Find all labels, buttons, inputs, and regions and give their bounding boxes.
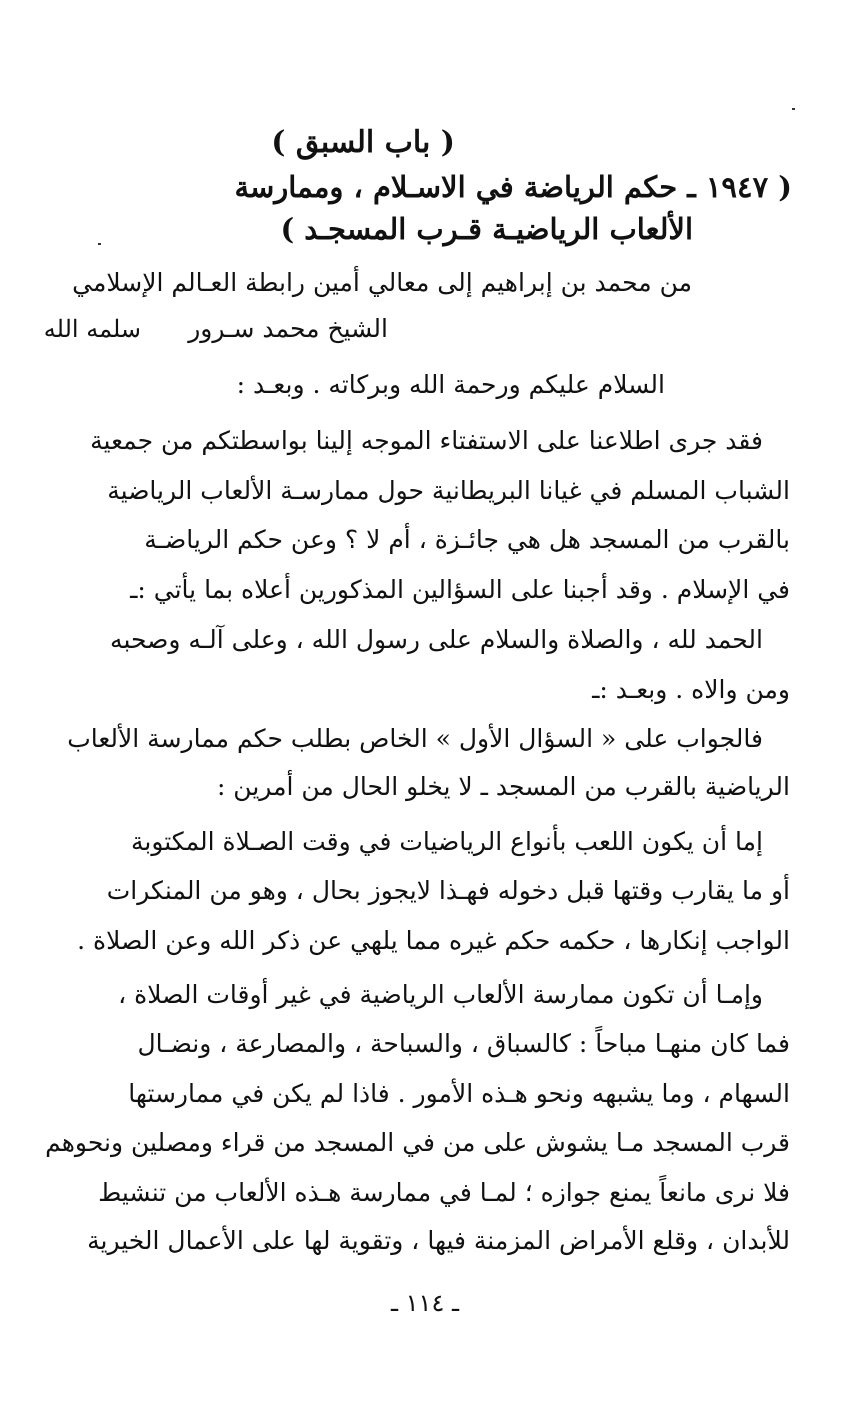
recipient-honorific: سلمه الله — [43, 315, 141, 343]
body-line: الشباب المسلم في غيانا البريطانية حول ممارسـة الألعاب الرياضية — [107, 476, 790, 505]
recipient-name: الشيخ محمد سـرور — [188, 314, 388, 343]
body-line: الواجب إنكارها ، حكمه حكم غيره مما يلهي عن ذكر الله وعن الصلاة . — [77, 926, 790, 955]
chapter-heading: ( باب السبق ) — [271, 125, 455, 160]
page-number: ـ ١١٤ ـ — [390, 1289, 459, 1317]
body-line: للأبدان ، وقلع الأمراض المزمنة فيها ، وتقوية لها على الأعمال الخيرية — [87, 1226, 790, 1255]
body-line: فلا نرى مانعاً يمنع جوازه ؛ لمـا في ممارسة هـذه الألعاب من تنشيط — [98, 1178, 790, 1207]
body-line: وإمـا أن تكون ممارسة الألعاب الرياضية في غير أوقات الصلاة ، — [118, 980, 763, 1009]
body-line: فالجواب على « السؤال الأول » الخاص بطلب حكم ممارسة الألعاب — [67, 724, 763, 753]
body-line: فما كان منهـا مباحاً : كالسباق ، والسباحة ، والمصارعة ، ونضـال — [137, 1029, 790, 1058]
body-line: ومن والاه . وبعـد :ـ — [592, 675, 790, 704]
sender-line: من محمد بن إبراهيم إلى معالي أمين رابطة العـالم الإسلامي — [72, 268, 692, 297]
body-line: إما أن يكون اللعب بأنواع الرياضيات في وقت الصـلاة المكتوبة — [130, 827, 763, 856]
body-line: قرب المسجد مـا يشوش على من في المسجد من قراء ومصلين ونحوهم — [45, 1128, 790, 1157]
fatwa-title-line-1: ( ١٩٤٧ ـ حكم الرياضة في الاسـلام ، وممارسة — [234, 170, 792, 204]
body-line: الرياضية بالقرب من المسجد ـ لا يخلو الحال من أمرين : — [216, 772, 790, 801]
greeting-line: السلام عليكم ورحمة الله وبركاته . وبعـد : — [236, 370, 665, 399]
scan-speck — [98, 243, 101, 245]
body-line: بالقرب من المسجد هل هي جائـزة ، أم لا ؟ وعن حكم الرياضـة — [144, 525, 790, 554]
body-line: الحمد لله ، والصلاة والسلام على رسول الله ، وعلى آلـه وصحبه — [110, 625, 763, 654]
body-line: السهام ، وما يشبهه ونحو هـذه الأمور . فاذا لم يكن في ممارستها — [128, 1079, 790, 1108]
scan-speck — [792, 108, 795, 110]
body-line: في الإسلام . وقد أجبنا على السؤالين المذكورين أعلاه بما يأتي :ـ — [130, 575, 790, 604]
body-line: أو ما يقارب وقتها قبل دخوله فهـذا لايجوز بحال ، وهو من المنكرات — [106, 876, 790, 905]
fatwa-title-line-2: الألعاب الرياضيـة قـرب المسجـد ) — [280, 212, 693, 246]
body-line: فقد جرى اطلاعنا على الاستفتاء الموجه إلينا بواسطتكم من جمعية — [90, 426, 763, 455]
